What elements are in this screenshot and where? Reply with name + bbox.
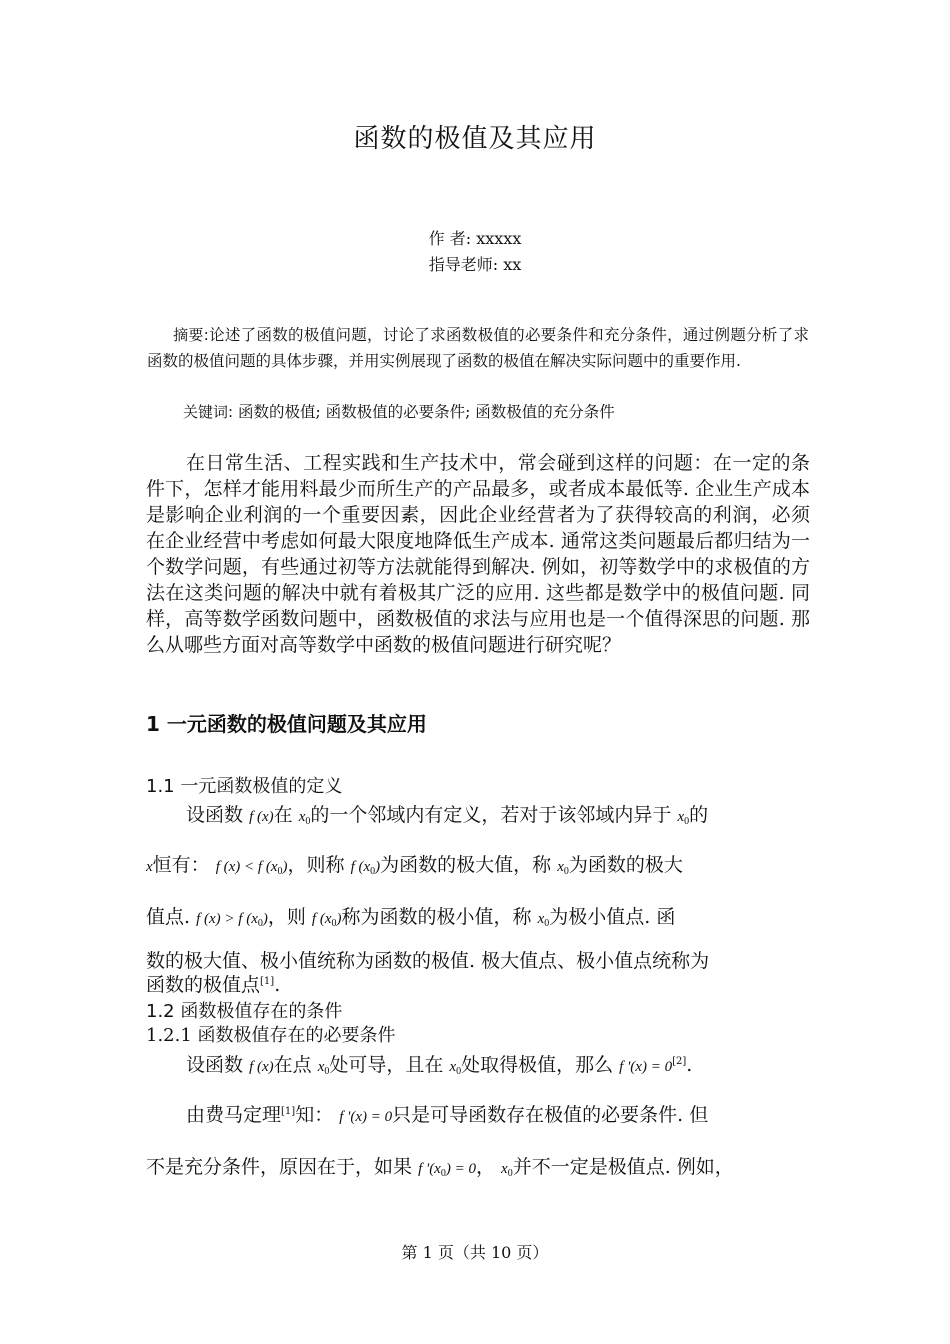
math-x0	[538, 911, 550, 927]
subsection-1-2-1-heading: 1.2.1 函数极值存在的必要条件	[146, 1025, 396, 1046]
subsection-1-2-heading: 1.2 函数极值存在的条件	[146, 1001, 343, 1022]
text: ，则称	[287, 854, 345, 876]
math-close: )	[282, 859, 288, 875]
text: 处可导，且在	[329, 1054, 444, 1076]
paper-title: 函数的极值及其应用	[353, 124, 597, 154]
math-sub: 0	[440, 1168, 446, 1179]
text: 知：	[295, 1104, 334, 1126]
math-fx: f (x)	[249, 1059, 274, 1075]
text: 设函数	[186, 804, 244, 826]
math-x0	[501, 1161, 513, 1177]
text: 在点	[273, 1054, 312, 1076]
math-expr: f (x	[311, 911, 332, 927]
math-expr: f (x) < f (x	[215, 859, 278, 875]
necessary-condition-line-2	[186, 1100, 708, 1127]
math-var: x	[537, 911, 545, 927]
math-sub: 0	[331, 918, 337, 929]
math-fx0	[351, 859, 381, 875]
math-x0	[557, 859, 569, 875]
text: 设函数	[186, 1054, 244, 1076]
math-var: x	[557, 859, 564, 875]
math-sub: 0	[507, 1168, 513, 1179]
advisor-label: 指导老师:	[428, 255, 499, 274]
math-x: x	[146, 859, 153, 875]
math-x0	[299, 809, 311, 825]
author-value: xxxxx	[476, 229, 522, 248]
text: 恒有：	[152, 854, 210, 876]
text: 称为函数的极小值，称	[341, 906, 532, 928]
math-expr: f (x) > f (x	[196, 911, 258, 927]
math-fx0	[312, 911, 342, 927]
math-var: x	[677, 809, 685, 825]
text: 并不一定是极值点. 例如，	[512, 1156, 734, 1178]
necessary-condition-line-1	[186, 1050, 692, 1077]
math-sub: 0	[305, 816, 311, 827]
math-var: x	[317, 1059, 325, 1075]
definition-line-4: 数的极大值、极小值统称为函数的极值. 极大值点、极小值点统称为	[146, 950, 710, 972]
subsection-1-1-heading: 1.1 一元函数极值的定义	[146, 776, 343, 797]
math-close: )	[375, 859, 381, 875]
math-close: )	[262, 911, 268, 927]
math-sub: 0	[563, 866, 569, 877]
math-x0	[677, 809, 689, 825]
math-deriv-zero: f '(x) = 0	[339, 1109, 393, 1125]
math-fx: f (x)	[249, 809, 274, 825]
math-deriv-x0-zero	[418, 1161, 476, 1177]
text: 的	[689, 804, 709, 826]
math-sub: 0	[684, 816, 690, 827]
section-1-heading: 1 一元函数的极值问题及其应用	[146, 712, 427, 736]
text: .	[686, 1054, 693, 1076]
math-sub: 0	[257, 918, 263, 929]
text: 为函数的极大	[568, 854, 683, 876]
keywords-text: 函数的极值; 函数极值的必要条件; 函数极值的充分条件	[238, 403, 615, 421]
text: 为函数的极大值，称	[380, 854, 552, 876]
author-label: 作 者:	[428, 229, 472, 248]
text: 在	[273, 804, 293, 826]
text: 由费马定理	[186, 1104, 282, 1126]
math-var: x	[298, 809, 306, 825]
author-line	[0, 226, 950, 249]
citation-ref: [1]	[281, 1106, 296, 1117]
advisor-value: xx	[503, 255, 522, 274]
math-sub: 0	[370, 866, 376, 877]
math-expr: ) = 0	[445, 1161, 476, 1177]
text: 函数的极值点	[146, 974, 261, 996]
math-sub: 0	[544, 918, 550, 929]
intro-paragraph: 在日常生活、工程实践和生产技术中，常会碰到这样的问题：在一定的条件下，怎样才能用料最少而所生产的产品最多，或者成本最低等. 企业生产成本是影响企业利润的一个重要因素，因此企业经营者为了获得较高的利润，必须在企业经营中考虑如何最大限度地降低生产成本. 通常这类问题最后都归结为一个数学问题，有些通过初等方法就能得到解决. 例如，初等数学中的求极值的方法在这类问题的解决中就有着极其广泛的应用. 这些都是数学中的极值问题. 同样，高等数学函数问题中，函数极值的求法与应用也是一个值得深思的问题. 那么从哪些方面对高等数学中函数的极值问题进行研究呢？	[146, 452, 810, 656]
math-ineq-max	[216, 859, 288, 875]
math-deriv-zero: f '(x) = 0	[619, 1059, 673, 1075]
text: 处取得极值，那么	[461, 1054, 614, 1076]
definition-line-5	[146, 970, 280, 997]
math-x0	[449, 1059, 461, 1075]
text: ，则	[267, 906, 306, 928]
definition-line-3	[146, 902, 675, 929]
citation-ref: [1]	[260, 976, 275, 987]
math-expr: f '(x	[418, 1161, 441, 1177]
math-sub: 0	[456, 1066, 462, 1077]
math-close: )	[336, 911, 342, 927]
keywords	[183, 400, 615, 422]
text: 值点.	[146, 906, 191, 928]
citation-ref: [2]	[672, 1056, 687, 1067]
definition-line-2	[146, 850, 683, 877]
math-x0	[318, 1059, 330, 1075]
abstract-label: 摘要:	[173, 326, 209, 344]
abstract-text: 论述了函数的极值问题，讨论了求函数极值的必要条件和充分条件，通过例题分析了求函数的极值问题的具体步骤，并用实例展现了函数的极值在解决实际问题中的重要作用.	[147, 326, 809, 370]
math-var: x	[449, 1059, 457, 1075]
advisor-line	[0, 252, 950, 275]
necessary-condition-line-3	[146, 1152, 734, 1179]
math-sub: 0	[277, 866, 283, 877]
math-sub: 0	[324, 1066, 330, 1077]
text: ，	[475, 1156, 495, 1178]
page-footer: 第 1 页（共 10 页）	[401, 1243, 549, 1262]
definition-line-1	[186, 800, 708, 827]
text: 只是可导函数存在极值的必要条件. 但	[392, 1104, 709, 1126]
math-ineq-min	[196, 911, 268, 927]
math-expr: f (x	[350, 859, 371, 875]
abstract	[147, 322, 809, 374]
text: .	[274, 974, 281, 996]
text: 不是充分条件，原因在于，如果	[146, 1156, 413, 1178]
text: 的一个邻域内有定义，若对于该邻域内异于	[310, 804, 672, 826]
keywords-label: 关键词:	[183, 403, 234, 421]
text: 为极小值点. 函	[549, 906, 676, 928]
math-var: x	[501, 1161, 508, 1177]
